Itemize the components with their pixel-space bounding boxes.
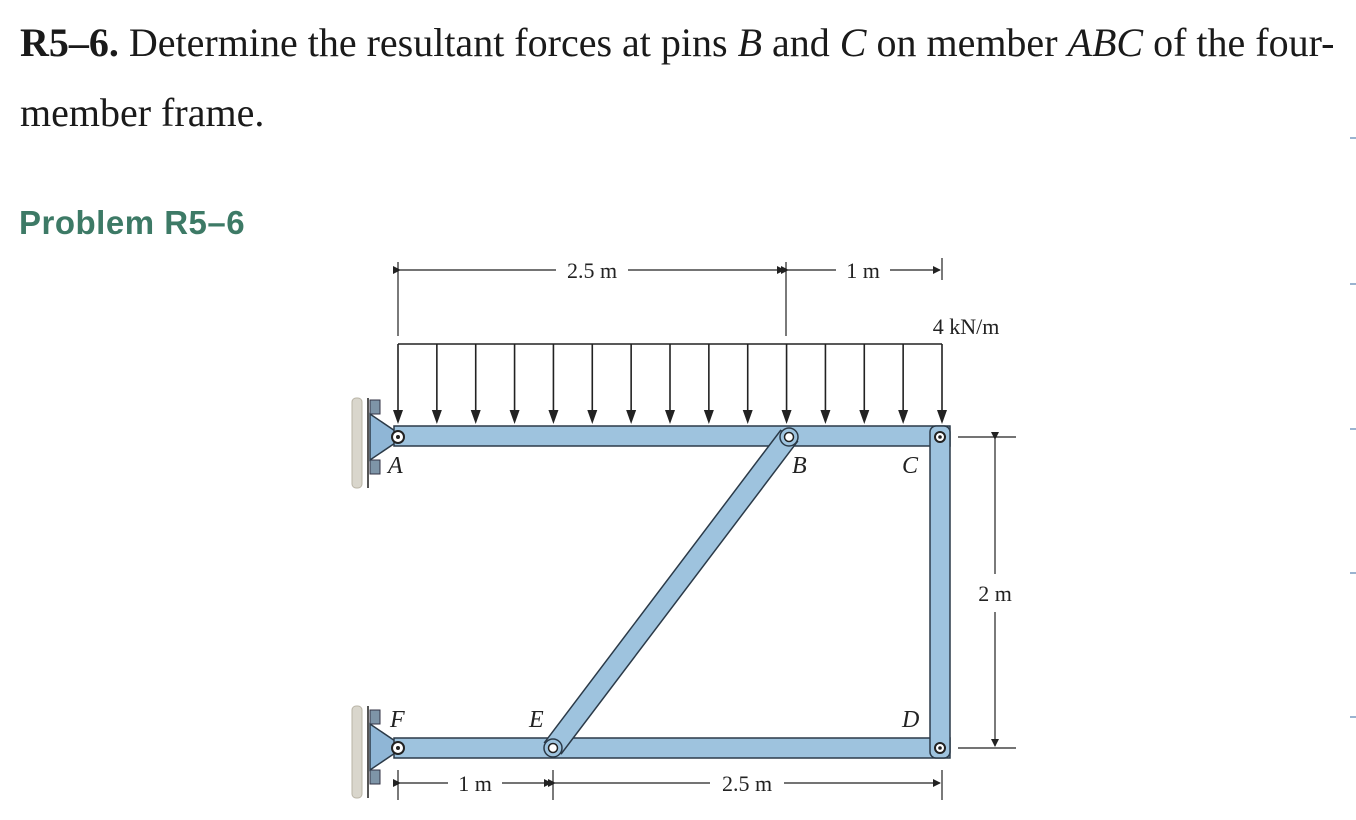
label-d: D bbox=[902, 707, 920, 733]
load-arrow-head bbox=[548, 410, 558, 424]
load-arrow-head bbox=[937, 410, 947, 424]
member-abc bbox=[394, 426, 950, 446]
member-eb bbox=[545, 430, 798, 753]
load-arrow-head bbox=[665, 410, 675, 424]
load-arrow-head bbox=[743, 410, 753, 424]
label-e: E bbox=[529, 707, 544, 733]
pin-b bbox=[780, 428, 798, 446]
problem-statement: R5–6. Determine the resultant forces at pins B and C on member ABC of the four-member frame. bbox=[20, 20, 1335, 135]
load-arrow-head bbox=[859, 410, 869, 424]
load-arrow-head bbox=[432, 410, 442, 424]
dim-2-5m-bottom: 2.5 m bbox=[721, 771, 773, 796]
dim-1m-top: 1 m bbox=[846, 258, 880, 283]
load-arrow-head bbox=[393, 410, 403, 424]
load-arrow-head bbox=[510, 410, 520, 424]
load-arrow-head bbox=[471, 410, 481, 424]
load-arrow-head bbox=[820, 410, 830, 424]
distributed-load bbox=[393, 344, 947, 424]
member-fed bbox=[394, 738, 950, 758]
figure-title: Problem R5–6 bbox=[19, 204, 246, 241]
pin-a bbox=[392, 431, 404, 443]
load-arrow-head bbox=[898, 410, 908, 424]
pin-e bbox=[544, 739, 562, 757]
dim-1m-bottom: 1 m bbox=[458, 771, 492, 796]
pin-c bbox=[935, 432, 945, 442]
label-c: C bbox=[902, 453, 919, 479]
pin-d bbox=[935, 743, 945, 753]
load-arrow-head bbox=[782, 410, 792, 424]
dim-2m-right: 2 m bbox=[978, 581, 1012, 606]
label-b: B bbox=[792, 453, 807, 479]
load-arrow-head bbox=[704, 410, 714, 424]
dim-2-5m-top: 2.5 m bbox=[566, 258, 618, 283]
load-label: 4 kN/m bbox=[932, 314, 1000, 339]
load-arrow-head bbox=[587, 410, 597, 424]
label-f: F bbox=[390, 707, 405, 733]
label-a: A bbox=[388, 453, 403, 479]
pin-f bbox=[392, 742, 404, 754]
problem-number: R5–6. bbox=[20, 20, 119, 65]
member-cd bbox=[930, 426, 950, 758]
load-arrow-head bbox=[626, 410, 636, 424]
